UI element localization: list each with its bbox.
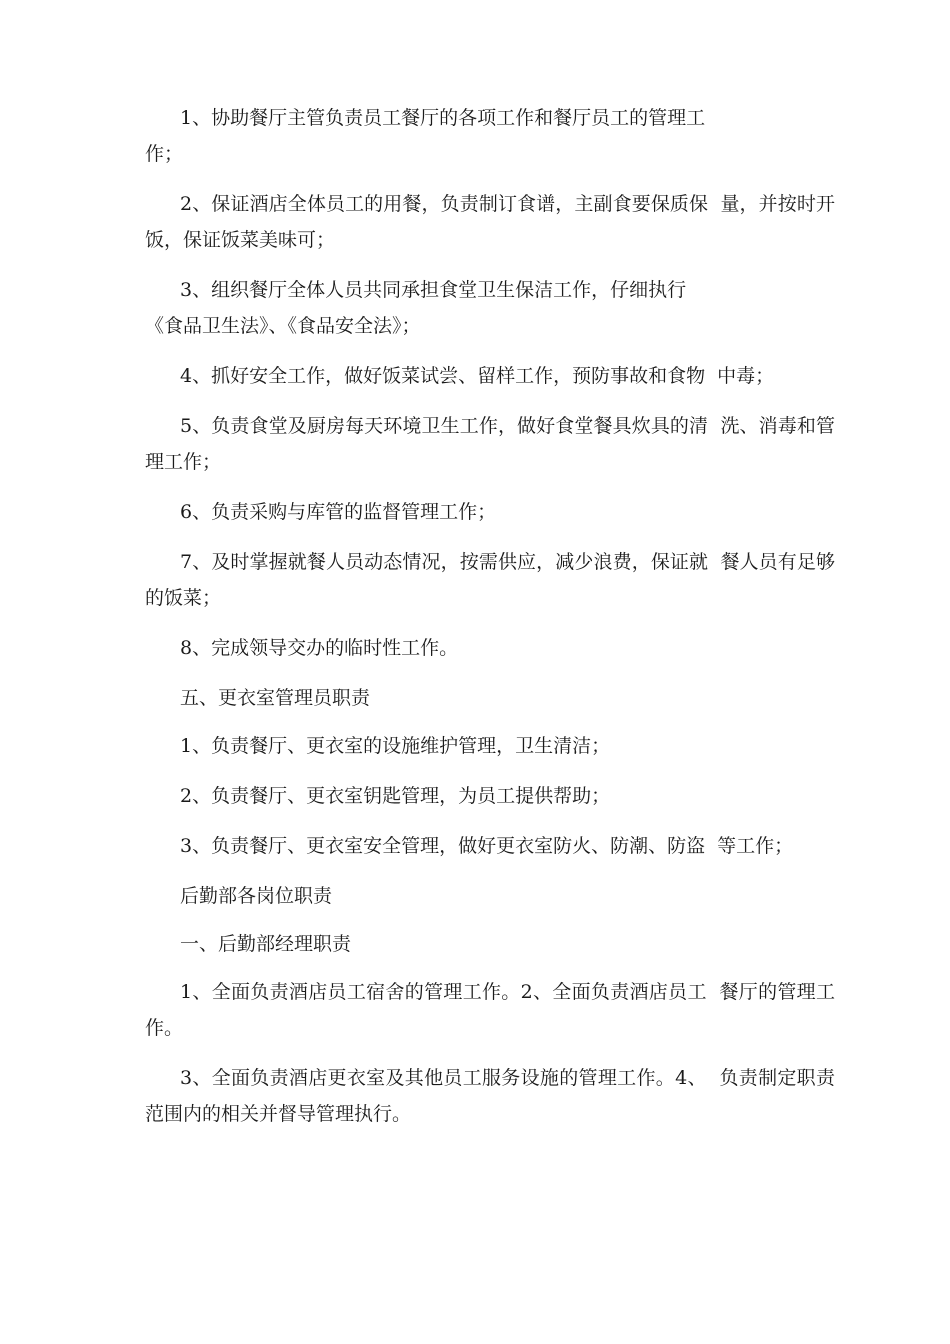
paragraph-9: 1、负责餐厅、更衣室的设施维护管理，卫生清洁； [180,735,611,757]
paragraph-11: 3、负责餐厅、更衣室安全管理，做好更衣室防火、防潮、防盗 等工作； [180,835,794,857]
section-heading-manager: 一、后勤部经理职责 [180,933,352,955]
paragraph-3: 3、组织餐厅全体人员共同承担食堂卫生保洁工作，仔细执行 《食品卫生法》、《食品安全法》； [145,279,687,337]
section-heading-locker-room: 五、更衣室管理员职责 [180,687,371,709]
paragraph-12: 1、全面负责酒店员工宿舍的管理工作。2、全面负责酒店员工 餐厅的管理工作。 [145,981,835,1039]
paragraph-10: 2、负责餐厅、更衣室钥匙管理，为员工提供帮助； [180,785,611,807]
paragraph-2: 2、保证酒店全体员工的用餐，负责制订食谱，主副食要保质保 量，并按时开饭，保证饭菜美味可； [145,193,835,251]
paragraph-5: 5、负责食堂及厨房每天环境卫生工作，做好食堂餐具炊具的清 洗、消毒和管理工作； [145,415,835,473]
section-heading-logistics: 后勤部各岗位职责 [180,885,333,907]
paragraph-13: 3、全面负责酒店更衣室及其他员工服务设施的管理工作。4、 负责制定职责范围内的相关并督导管理执行。 [145,1067,835,1125]
document-page [145,100,835,1146]
paragraph-4: 4、抓好安全工作，做好饭菜试尝、留样工作，预防事故和食物 中毒； [180,365,775,387]
paragraph-7: 7、及时掌握就餐人员动态情况，按需供应，减少浪费，保证就 餐人员有足够的饭菜； [145,551,835,609]
paragraph-1: 1、协助餐厅主管负责员工餐厅的各项工作和餐厅员工的管理工 作； [145,107,706,165]
paragraph-8: 8、完成领导交办的临时性工作。 [180,637,459,659]
paragraph-6: 6、负责采购与库管的监督管理工作； [180,501,497,523]
